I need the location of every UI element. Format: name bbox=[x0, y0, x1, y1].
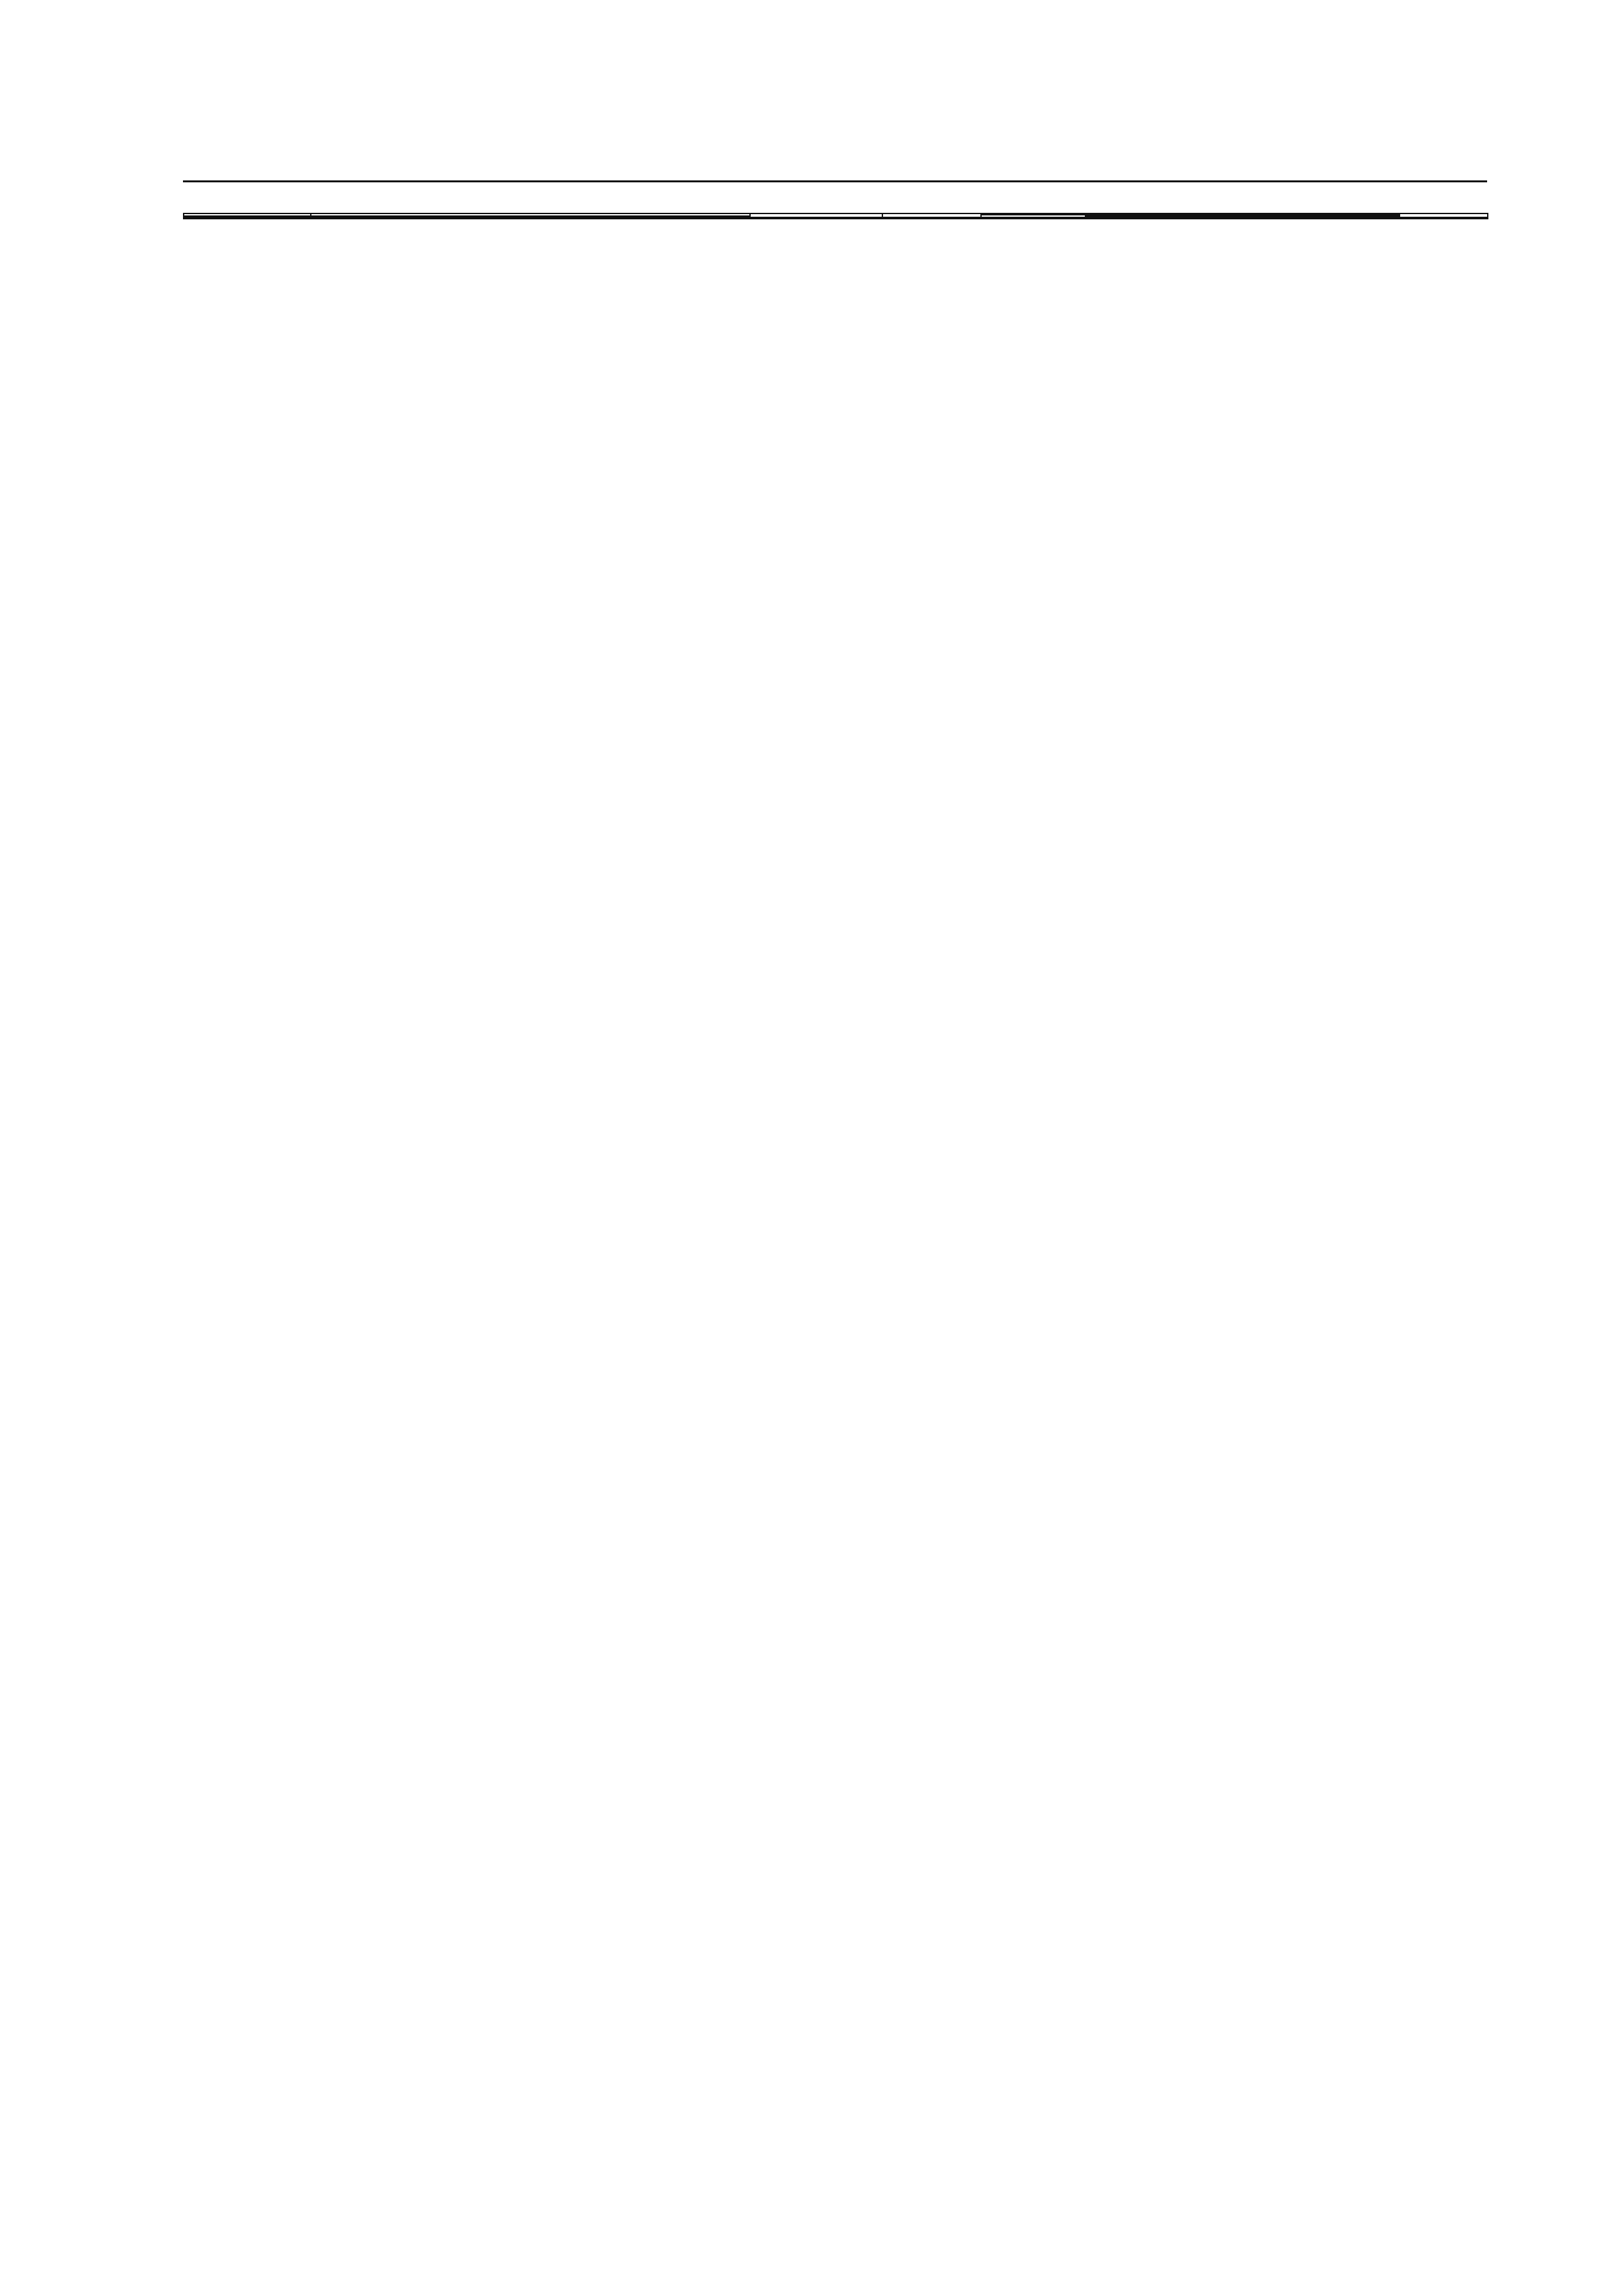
price-table bbox=[183, 213, 1488, 219]
header-rule bbox=[183, 180, 1487, 182]
column-number bbox=[1189, 217, 1294, 219]
column-number bbox=[882, 217, 981, 219]
column-number bbox=[184, 217, 311, 219]
column-number bbox=[1085, 217, 1189, 219]
column-number bbox=[1294, 217, 1400, 219]
column-number bbox=[750, 217, 882, 219]
column-numbers-row bbox=[184, 217, 1488, 219]
column-number bbox=[311, 217, 750, 219]
column-number bbox=[981, 217, 1085, 219]
column-number bbox=[1400, 217, 1488, 219]
